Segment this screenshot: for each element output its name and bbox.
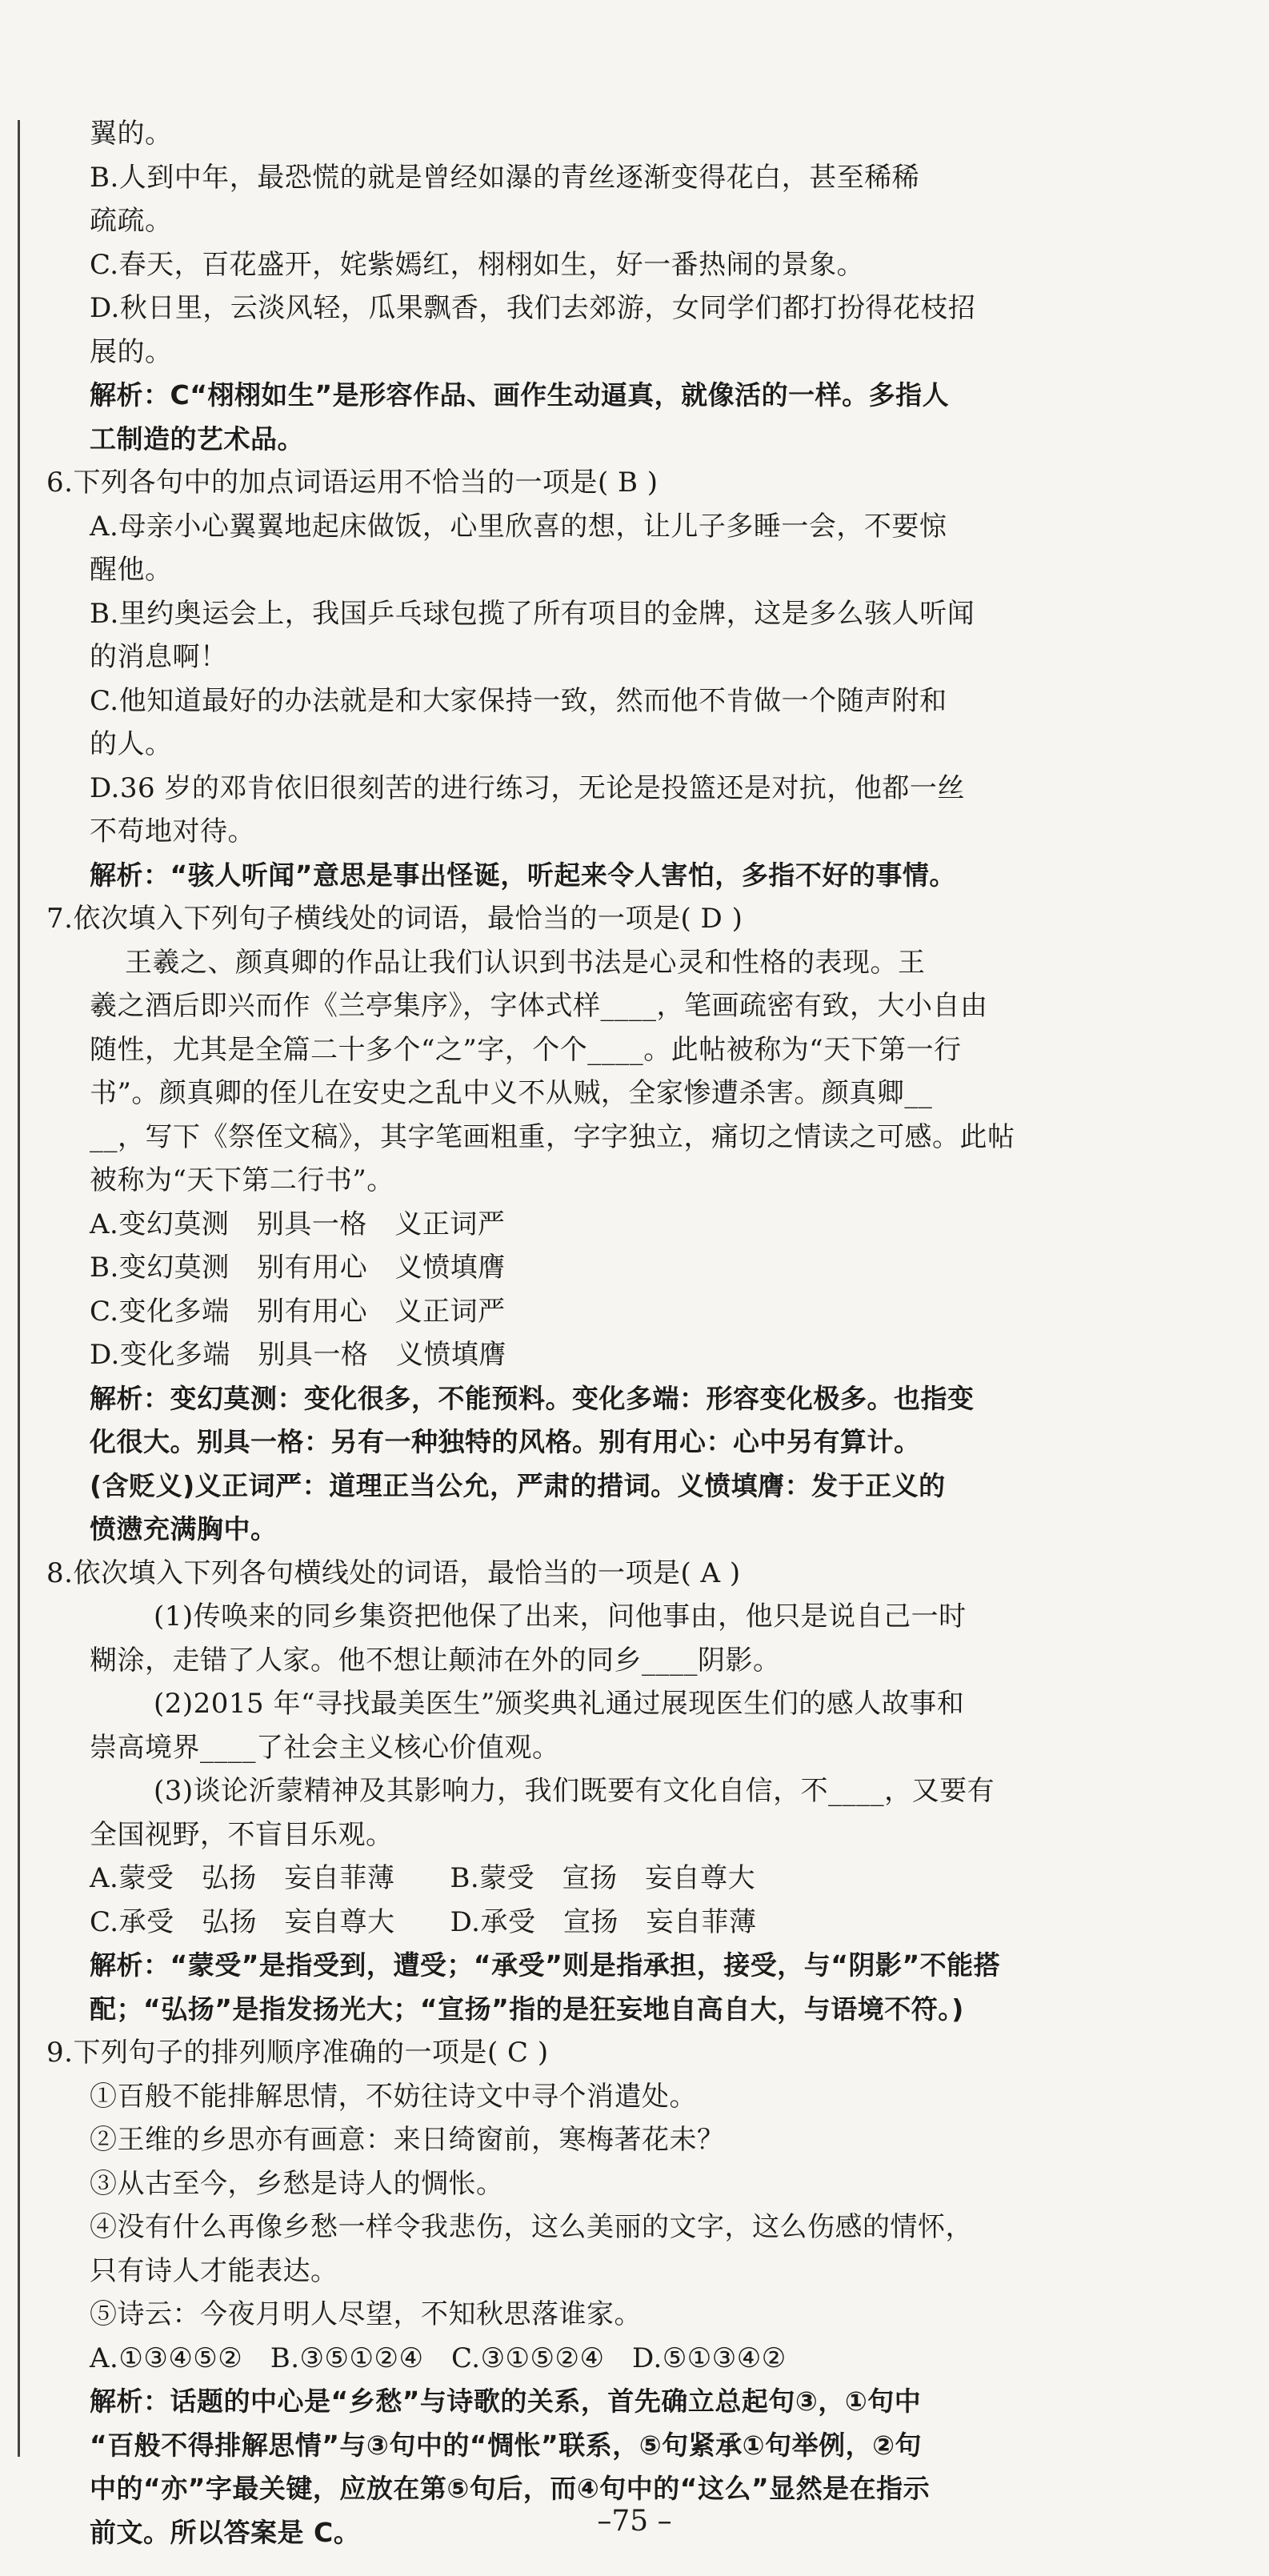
q8-option: C.承受 弘扬 妄自尊大 D.承受 宣扬 妄自菲薄 bbox=[90, 1905, 757, 1938]
q9-analysis: 前文。所以答案是 C。 bbox=[90, 2516, 361, 2548]
q8-analysis: 解析：“蒙受”是指受到，遭受；“承受”则是指承担，接受，与“阴影”不能搭 bbox=[90, 1949, 1001, 1981]
q7-analysis: (含贬义)义正词严：道理正当公允，严肃的措词。义愤填膺：发于正义的 bbox=[90, 1469, 946, 1501]
q6-line: A.母亲小心翼翼地起床做饭，心里欣喜的想，让儿子多睡一会，不要惊 bbox=[90, 510, 947, 543]
q5-line: 翼的。 bbox=[90, 118, 173, 150]
q7-option: A.变幻莫测 别具一格 义正词严 bbox=[90, 1208, 506, 1240]
q9-item: ③从古至今，乡愁是诗人的惆怅。 bbox=[90, 2167, 504, 2200]
q8-option: A.蒙受 弘扬 妄自菲薄 B.蒙受 宣扬 妄自尊大 bbox=[90, 1862, 756, 1894]
q9-options: A.①③④⑤② B.③⑤①②④ C.③①⑤②④ D.⑤①③④② bbox=[90, 2342, 787, 2374]
q6-line: B.里约奥运会上，我国乒乓球包揽了所有项目的金牌，这是多么骇人听闻 bbox=[90, 597, 975, 630]
q9-stem: 9.下列句子的排列顺序准确的一项是( C ) bbox=[46, 2037, 549, 2069]
q8-passage-line: 全国视野，不盲目乐观。 bbox=[90, 1818, 394, 1851]
q8-passage-line: (3)谈论沂蒙精神及其影响力，我们既要有文化自信，不____，又要有 bbox=[154, 1775, 995, 1807]
q7-option: B.变幻莫测 别有用心 义愤填膺 bbox=[90, 1252, 506, 1284]
margin-line bbox=[18, 120, 20, 2457]
q7-passage-line: 羲之酒后即兴而作《兰亭集序》，字体式样____，笔画疏密有致，大小自由 bbox=[90, 990, 988, 1022]
q7-passage-line: __，写下《祭侄文稿》，其字笔画粗重，字字独立，痛切之情读之可感。此帖 bbox=[90, 1120, 1015, 1153]
q5-line: 疏疏。 bbox=[90, 205, 173, 237]
q8-passage-line: (2)2015 年“寻找最美医生”颁奖典礼通过展现医生们的感人故事和 bbox=[154, 1688, 965, 1720]
q7-option: D.变化多端 别具一格 义愤填膺 bbox=[90, 1339, 506, 1371]
q9-item: ②王维的乡思亦有画意：来日绮窗前，寒梅著花未？ bbox=[90, 2124, 725, 2156]
q6-analysis: 解析：“骇人听闻”意思是事出怪诞，听起来令人害怕，多指不好的事情。 bbox=[90, 859, 956, 891]
q6-line: 不苟地对待。 bbox=[90, 815, 255, 847]
q5-line: B.人到中年，最恐慌的就是曾经如瀑的青丝逐渐变得花白，甚至稀稀 bbox=[90, 161, 920, 194]
q6-line: D.36 岁的邓肯依旧很刻苦的进行练习，无论是投篮还是对抗，他都一丝 bbox=[90, 771, 965, 804]
q7-analysis: 愤懑充满胸中。 bbox=[90, 1513, 278, 1544]
q7-analysis: 解析：变幻莫测：变化很多，不能预料。变化多端：形容变化极多。也指变 bbox=[90, 1382, 975, 1414]
q8-stem: 8.依次填入下列各句横线处的词语，最恰当的一项是( A ) bbox=[46, 1556, 741, 1589]
q9-item: 只有诗人才能表达。 bbox=[90, 2254, 338, 2287]
q9-analysis: 中的“亦”字最关键，应放在第⑤句后，而④句中的“这么”显然是在指示 bbox=[90, 2473, 931, 2504]
q6-stem: 6.下列各句中的加点词语运用不恰当的一项是( B ) bbox=[46, 467, 659, 499]
q7-analysis: 化很大。别具一格：另有一种独特的风格。别有用心：心中另有算计。 bbox=[90, 1426, 921, 1457]
q9-item: ①百般不能排解思情，不妨往诗文中寻个消遣处。 bbox=[90, 2080, 697, 2113]
q9-analysis: 解析：话题的中心是“乡愁”与诗歌的关系，首先确立总起句③，①句中 bbox=[90, 2386, 922, 2417]
q5-line: 展的。 bbox=[90, 335, 173, 368]
q5-line: D.秋日里，云淡风轻，瓜果飘香，我们去郊游，女同学们都打扮得花枝招 bbox=[90, 292, 976, 324]
q8-passage-line: 糊涂，走错了人家。他不想让颠沛在外的同乡____阴影。 bbox=[90, 1644, 781, 1677]
q8-passage-line: (1)传唤来的同乡集资把他保了出来，问他事由，他只是说自己一时 bbox=[154, 1600, 967, 1633]
q5-line: C.春天，百花盛开，姹紫嫣红，栩栩如生，好一番热闹的景象。 bbox=[90, 248, 865, 281]
q7-stem: 7.依次填入下列句子横线处的词语，最恰当的一项是( D ) bbox=[46, 903, 743, 935]
page-content bbox=[46, 112, 1122, 2554]
q7-passage-line: 王羲之、颜真卿的作品让我们认识到书法是心灵和性格的表现。王 bbox=[125, 946, 926, 979]
q5-analysis: 解析：C“栩栩如生”是形容作品、画作生动逼真，就像活的一样。多指人 bbox=[90, 379, 950, 411]
q8-passage-line: 崇高境界____了社会主义核心价值观。 bbox=[90, 1731, 560, 1764]
q6-line: 醒他。 bbox=[90, 554, 173, 586]
page-number: –75 – bbox=[597, 2505, 672, 2538]
q9-item: ⑤诗云：今夜月明人尽望，不知秋思落谁家。 bbox=[90, 2298, 642, 2330]
q9-item: ④没有什么再像乡愁一样令我悲伤，这么美丽的文字，这么伤感的情怀， bbox=[90, 2211, 973, 2243]
q8-analysis: 配；“弘扬”是指发扬光大；“宣扬”指的是狂妄地自高自大，与语境不符。) bbox=[90, 1993, 964, 2025]
q5-analysis: 工制造的艺术品。 bbox=[90, 423, 304, 455]
q6-line: 的人。 bbox=[90, 728, 173, 760]
q6-line: C.他知道最好的办法就是和大家保持一致，然而他不肯做一个随声附和 bbox=[90, 684, 947, 717]
q7-option: C.变化多端 别有用心 义正词严 bbox=[90, 1295, 506, 1328]
q6-line: 的消息啊！ bbox=[90, 641, 228, 673]
q7-passage-line: 被称为“天下第二行书”。 bbox=[90, 1164, 394, 1196]
q7-passage-line: 随性，尤其是全篇二十多个“之”字，个个____。此帖被称为“天下第一行 bbox=[90, 1033, 962, 1066]
q7-passage-line: 书”。颜真卿的侄儿在安史之乱中义不从贼，全家惨遭杀害。颜真卿__ bbox=[90, 1077, 933, 1109]
q9-analysis: “百般不得排解思情”与③句中的“惆怅”联系，⑤句紧承①句举例，②句 bbox=[90, 2429, 923, 2461]
